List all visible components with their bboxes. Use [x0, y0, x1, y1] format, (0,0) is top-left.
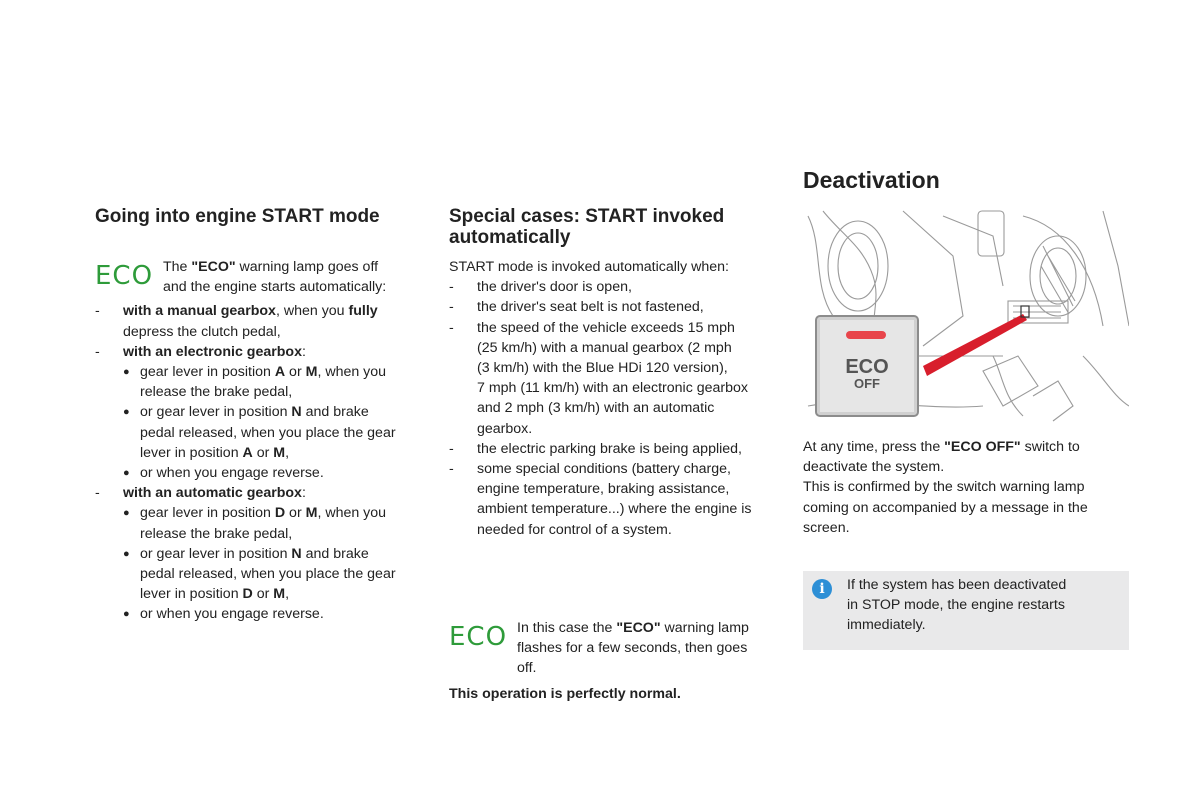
switch-warning-lamp — [846, 331, 886, 339]
eco-flash-text: In this case the "ECO" warning lamp flashes for a few seconds, then goes off. — [517, 619, 749, 677]
column-start-mode — [95, 206, 425, 625]
list-item: ● or gear lever in position N and brake pedal released, when you place the gear lever in position A or M, — [123, 404, 396, 461]
eco-off-switch[interactable] — [815, 315, 919, 417]
eco-lamp-icon: ECO — [449, 621, 508, 652]
normal-operation-note: This operation is perfectly normal. — [449, 686, 681, 703]
deactivation-text — [803, 437, 1133, 538]
special-cases-intro: START mode is invoked automatically when: — [449, 259, 729, 275]
eco-lamp-icon: ECO — [95, 261, 154, 291]
list-item: - the speed of the vehicle exceeds 15 mph (25 km/h) with a manual gearbox (2 mph (3 km/h) with the Blue HDi 120 version), 7 mph (11 km/h) with an electronic gearbox and 2 mph (3 km/h) with an automatic gearbox. — [449, 319, 749, 437]
list-item: ● or gear lever in position N and brake pedal released, when you place the gear lever in position D or M, — [123, 545, 396, 603]
heading-special-cases: Special cases: START invoked automatically — [449, 206, 725, 248]
list-item: - with an automatic gearbox: — [95, 485, 306, 502]
dashboard-illustration — [803, 206, 1129, 422]
switch-label: ECO OFF — [845, 356, 889, 391]
eco-flash-row — [449, 618, 784, 679]
list-item: ● or when you engage reverse. — [123, 606, 324, 623]
list-item: - with a manual gearbox, when you fully depress the clutch pedal, — [95, 303, 378, 340]
info-note-text: If the system has been deactivated in STOP mode, the engine restarts immediately. — [847, 577, 1067, 634]
list-item: ● or when you engage reverse. — [123, 465, 324, 482]
column-special-cases — [449, 206, 784, 705]
list-item: - some special conditions (battery charge, engine temperature, braking assistance, ambient temperature...) where the engine is needed for control of a system. — [449, 461, 752, 538]
start-conditions-list — [95, 301, 425, 624]
heading-deactivation: Deactivation — [803, 167, 940, 193]
list-item: ● gear lever in position D or M, when you release the brake pedal, — [123, 505, 387, 542]
eco-intro-text: The "ECO" warning lamp goes off and the engine starts automatically: — [163, 259, 387, 296]
eco-lamp-row — [95, 257, 425, 297]
info-icon: i — [812, 579, 832, 599]
special-cases-list — [449, 277, 784, 540]
list-item: - with an electronic gearbox: — [95, 343, 306, 360]
list-item: - the electric parking brake is being applied, — [449, 440, 742, 457]
list-item: - the driver's seat belt is not fastened, — [449, 299, 704, 316]
heading-start-mode: Going into engine START mode — [95, 206, 380, 227]
list-item: - the driver's door is open, — [449, 279, 632, 296]
column-deactivation — [803, 167, 1133, 194]
list-item: ● gear lever in position A or M, when you release the brake pedal, — [123, 364, 387, 401]
info-note — [803, 571, 1129, 650]
deactivation-paragraph: At any time, press the "ECO OFF" switch to deactivate the system. This is confirmed by the switch warning lamp coming on accompanied by a message in the screen. — [803, 439, 1088, 536]
